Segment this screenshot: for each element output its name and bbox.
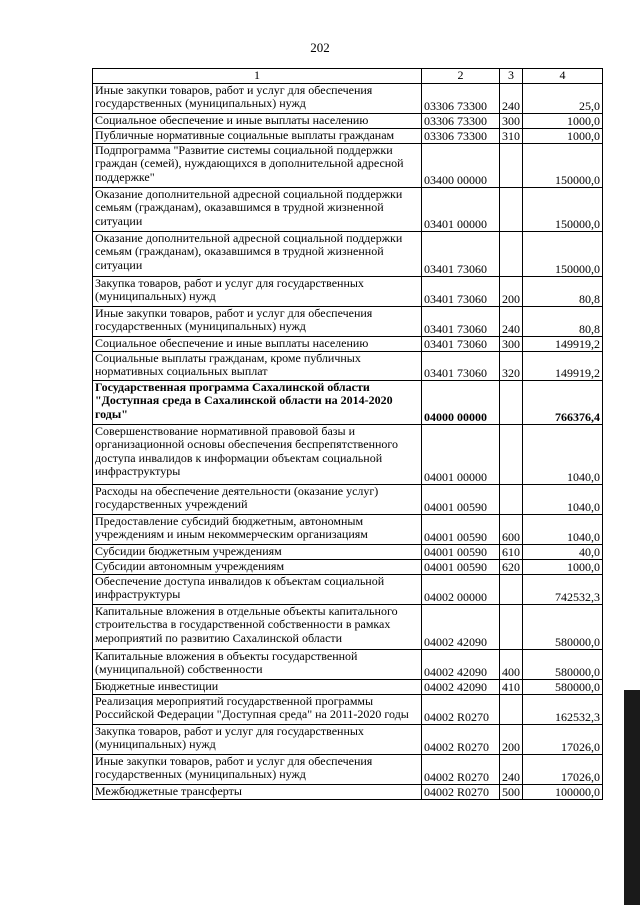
row-vr: [500, 232, 523, 277]
row-amount: 80,8: [523, 277, 603, 307]
table-row: [93, 605, 603, 650]
row-name: Публичные нормативные социальные выплаты гражданам: [93, 129, 422, 144]
row-name: Капитальные вложения в объекты государственной (муниципальной) собственности: [93, 650, 422, 680]
row-name: Подпрограмма "Развитие системы социальной поддержки граждан (семей), нуждающихся в дополнительной адресной поддержке": [93, 144, 422, 188]
table-row: [93, 725, 603, 755]
table-row: [93, 695, 603, 725]
row-name: Иные закупки товаров, работ и услуг для обеспечения государственных (муниципальных) нужд: [93, 755, 422, 785]
row-amount: 149919,2: [523, 337, 603, 352]
row-code: 03306 73300: [422, 84, 500, 114]
row-code: 03400 00000: [422, 144, 500, 188]
header-row: [93, 69, 603, 84]
row-vr: 620: [500, 560, 523, 575]
row-vr: 200: [500, 277, 523, 307]
row-name: Иные закупки товаров, работ и услуг для обеспечения государственных (муниципальных) нужд: [93, 84, 422, 114]
row-vr: 600: [500, 515, 523, 545]
row-name: Реализация мероприятий государственной программы Российской Федерации "Доступная среда" на 2011-2020 годы: [93, 695, 422, 725]
row-code: 04002 R0270: [422, 695, 500, 725]
table-row: [93, 680, 603, 695]
table-row: [93, 650, 603, 680]
table-row: [93, 575, 603, 605]
row-code: 03401 73060: [422, 352, 500, 381]
row-name: Предоставление субсидий бюджетным, автономным учреждениям и иным некоммерческим организациям: [93, 515, 422, 545]
table-row: [93, 232, 603, 277]
row-vr: [500, 485, 523, 515]
row-vr: 240: [500, 755, 523, 785]
page-number: 202: [310, 40, 330, 55]
row-amount: 40,0: [523, 545, 603, 560]
row-vr: [500, 575, 523, 605]
row-vr: [500, 144, 523, 188]
row-code: 04001 00590: [422, 545, 500, 560]
row-code: 04002 42090: [422, 680, 500, 695]
row-amount: 150000,0: [523, 144, 603, 188]
row-amount: 25,0: [523, 84, 603, 114]
row-name: Социальные выплаты гражданам, кроме публичных нормативных социальных выплат: [93, 352, 422, 381]
table-row: [93, 144, 603, 188]
row-vr: 320: [500, 352, 523, 381]
row-code: 03401 73060: [422, 277, 500, 307]
row-vr: 310: [500, 129, 523, 144]
row-name: Социальное обеспечение и иные выплаты населению: [93, 114, 422, 129]
header-col-1: 1: [93, 69, 422, 84]
budget-table: [92, 68, 603, 800]
row-code: 04002 R0270: [422, 755, 500, 785]
row-name: Иные закупки товаров, работ и услуг для обеспечения государственных (муниципальных) нужд: [93, 307, 422, 337]
row-name: Обеспечение доступа инвалидов к объектам социальной инфраструктуры: [93, 575, 422, 605]
row-vr: [500, 425, 523, 485]
row-code: 04002 42090: [422, 605, 500, 650]
row-amount: 100000,0: [523, 785, 603, 800]
table-row: [93, 84, 603, 114]
row-vr: [500, 695, 523, 725]
table-row: [93, 114, 603, 129]
row-name: Оказание дополнительной адресной социальной поддержки семьям (гражданам), оказавшимся в трудной жизненной ситуации: [93, 232, 422, 277]
row-vr: [500, 605, 523, 650]
row-code: 04001 00590: [422, 515, 500, 545]
row-vr: 240: [500, 307, 523, 337]
row-amount: 1040,0: [523, 485, 603, 515]
row-name: Оказание дополнительной адресной социальной поддержки семьям (гражданам), оказавшимся в трудной жизненной ситуации: [93, 188, 422, 232]
row-code: 04001 00590: [422, 560, 500, 575]
row-amount: 580000,0: [523, 680, 603, 695]
table-row: [93, 337, 603, 352]
row-code: 03401 00000: [422, 188, 500, 232]
table-row: [93, 129, 603, 144]
row-code: 04001 00590: [422, 485, 500, 515]
row-name: Закупка товаров, работ и услуг для государственных (муниципальных) нужд: [93, 725, 422, 755]
row-name: Капитальные вложения в отдельные объекты капитального строительства в государственной собственности в рамках мероприятий по развитию Сахалинской области: [93, 605, 422, 650]
row-name: Социальное обеспечение и иные выплаты населению: [93, 337, 422, 352]
row-name: Бюджетные инвестиции: [93, 680, 422, 695]
row-amount: 580000,0: [523, 650, 603, 680]
row-code: 03306 73300: [422, 129, 500, 144]
row-code: 04002 00000: [422, 575, 500, 605]
table-row: [93, 352, 603, 381]
row-vr: 300: [500, 114, 523, 129]
row-vr: [500, 188, 523, 232]
row-name: Совершенствование нормативной правовой базы и организационной основы обеспечения беспрепятственного доступа инвалидов к информации объектам социальной инфраструктуры: [93, 425, 422, 485]
table-row: [93, 425, 603, 485]
row-vr: 400: [500, 650, 523, 680]
row-amount: 17026,0: [523, 755, 603, 785]
header-col-2: 2: [422, 69, 500, 84]
row-vr: 610: [500, 545, 523, 560]
row-amount: 580000,0: [523, 605, 603, 650]
row-name: Субсидии автономным учреждениям: [93, 560, 422, 575]
row-amount: 162532,3: [523, 695, 603, 725]
row-code: 03306 73300: [422, 114, 500, 129]
row-code: 04001 00000: [422, 425, 500, 485]
row-amount: 1040,0: [523, 425, 603, 485]
row-vr: [500, 381, 523, 425]
row-name: Государственная программа Сахалинской области "Доступная среда в Сахалинской области на 2014-2020 годы": [93, 381, 422, 425]
table-row: [93, 755, 603, 785]
row-amount: 1040,0: [523, 515, 603, 545]
row-vr: 240: [500, 84, 523, 114]
header-col-3: 3: [500, 69, 523, 84]
table-row: [93, 785, 603, 800]
row-amount: 1000,0: [523, 114, 603, 129]
header-col-4: 4: [523, 69, 603, 84]
row-amount: 1000,0: [523, 560, 603, 575]
row-code: 04002 R0270: [422, 785, 500, 800]
table-row: [93, 381, 603, 425]
row-name: Расходы на обеспечение деятельности (оказание услуг) государственных учреждений: [93, 485, 422, 515]
row-vr: 200: [500, 725, 523, 755]
row-code: 03401 73060: [422, 232, 500, 277]
row-code: 04000 00000: [422, 381, 500, 425]
row-amount: 766376,4: [523, 381, 603, 425]
row-code: 04002 R0270: [422, 725, 500, 755]
row-amount: 150000,0: [523, 188, 603, 232]
row-vr: 300: [500, 337, 523, 352]
row-code: 03401 73060: [422, 337, 500, 352]
row-amount: 17026,0: [523, 725, 603, 755]
row-vr: 410: [500, 680, 523, 695]
row-amount: 150000,0: [523, 232, 603, 277]
row-code: 04002 42090: [422, 650, 500, 680]
table-row: [93, 515, 603, 545]
row-name: Закупка товаров, работ и услуг для государственных (муниципальных) нужд: [93, 277, 422, 307]
row-amount: 80,8: [523, 307, 603, 337]
row-amount: 149919,2: [523, 352, 603, 381]
table-row: [93, 545, 603, 560]
table-body: [93, 84, 603, 800]
row-vr: 500: [500, 785, 523, 800]
row-amount: 1000,0: [523, 129, 603, 144]
table-row: [93, 307, 603, 337]
table-row: [93, 188, 603, 232]
scan-edge-mark: [624, 690, 640, 905]
table-row: [93, 277, 603, 307]
table-row: [93, 485, 603, 515]
row-name: Межбюджетные трансферты: [93, 785, 422, 800]
row-amount: 742532,3: [523, 575, 603, 605]
row-code: 03401 73060: [422, 307, 500, 337]
row-name: Субсидии бюджетным учреждениям: [93, 545, 422, 560]
table-row: [93, 560, 603, 575]
